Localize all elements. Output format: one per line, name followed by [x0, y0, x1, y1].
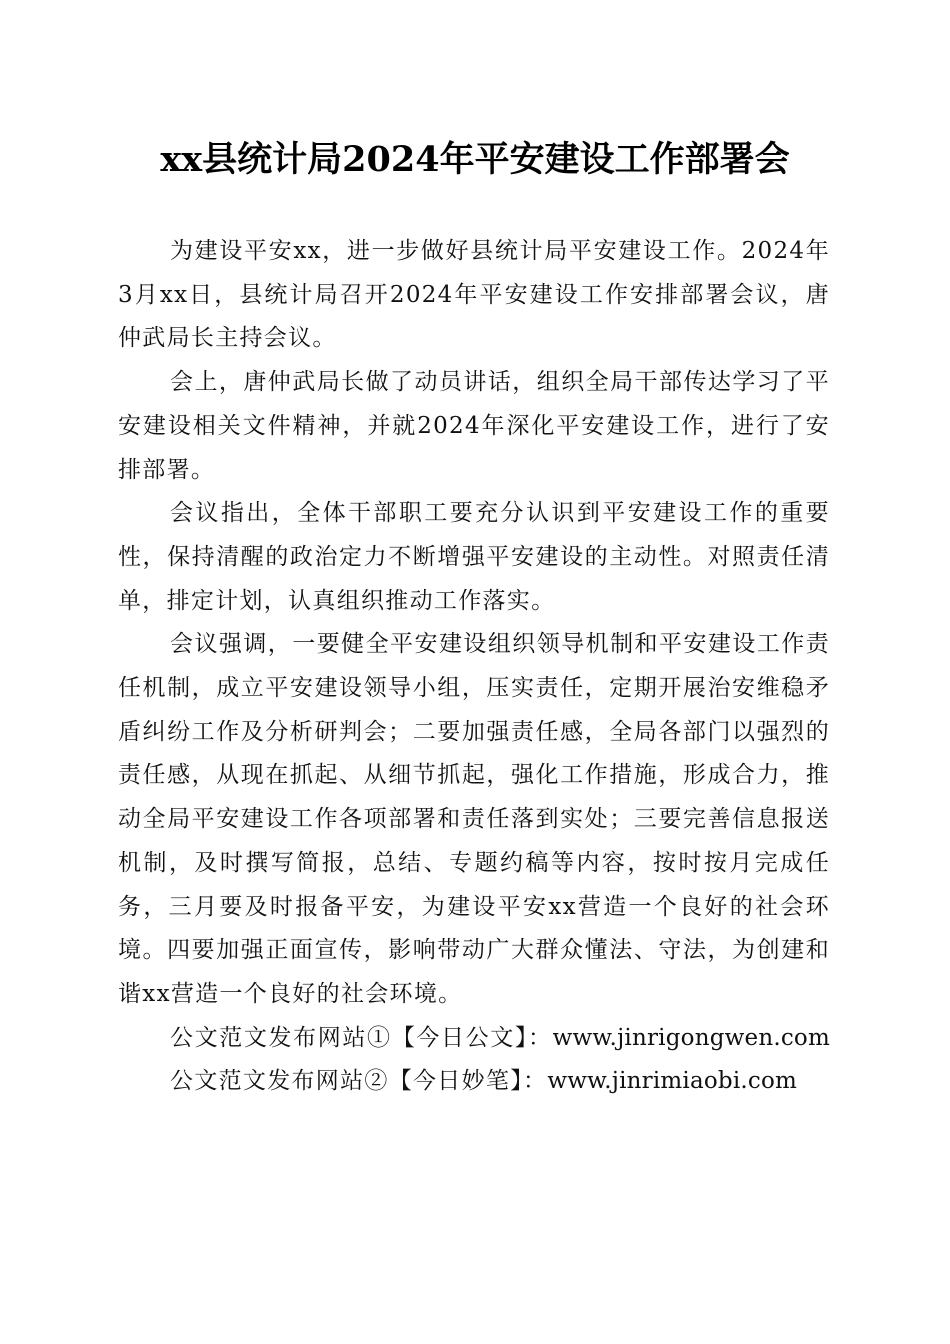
footer-site-two — [118, 1060, 830, 1104]
document-body — [118, 230, 830, 1104]
paragraph-meeting-speech: 会上，唐仲武局长做了动员讲话，组织全局干部传达学习了平安建设相关文件精神，并就2024年深化平安建设工作，进行了安排部署。 — [118, 369, 830, 483]
footer-site-two-url: www.jinrimiaobi.com — [547, 1068, 798, 1095]
document-title: xx县统计局2024年平安建设工作部署会 — [160, 139, 790, 180]
paragraph-intro: 为建设平安xx，进一步做好县统计局平安建设工作。2024年3月xx日，县统计局召开2024年平安建设工作安排部署会议，唐仲武局长主持会议。 — [118, 238, 830, 352]
paragraph-meeting-emphasis: 会议强调，一要健全平安建设组织领导机制和平安建设工作责任机制，成立平安建设领导小组，压实责任，定期开展治安维稳矛盾纠纷工作及分析研判会；二要加强责任感，全局各部门以强烈的责任感，从现在抓起、从细节抓起，强化工作措施，形成合力，推动全局平安建设工作各项部署和责任落到实处；三要完善信息报送机制，及时撰写简报，总结、专题约稿等内容，按时按月完成任务，三月要及时报备平安，为建设平安xx营造一个良好的社会环境。四要加强正面宣传，影响带动广大群众懂法、守法，为创建和谐xx营造一个良好的社会环境。 — [118, 631, 830, 1007]
footer-site-one-label: 公文范文发布网站①【今日公文】： — [170, 1024, 553, 1051]
footer-site-two-label: 公文范文发布网站②【今日妙笔】： — [170, 1068, 548, 1095]
paragraph-meeting-points: 会议指出，全体干部职工要充分认识到平安建设工作的重要性，保持清醒的政治定力不断增强平安建设的主动性。对照责任清单，排定计划，认真组织推动工作落实。 — [118, 500, 830, 614]
footer-site-one — [118, 1017, 830, 1061]
footer-site-one-url: www.jinrigongwen.com — [552, 1024, 830, 1051]
